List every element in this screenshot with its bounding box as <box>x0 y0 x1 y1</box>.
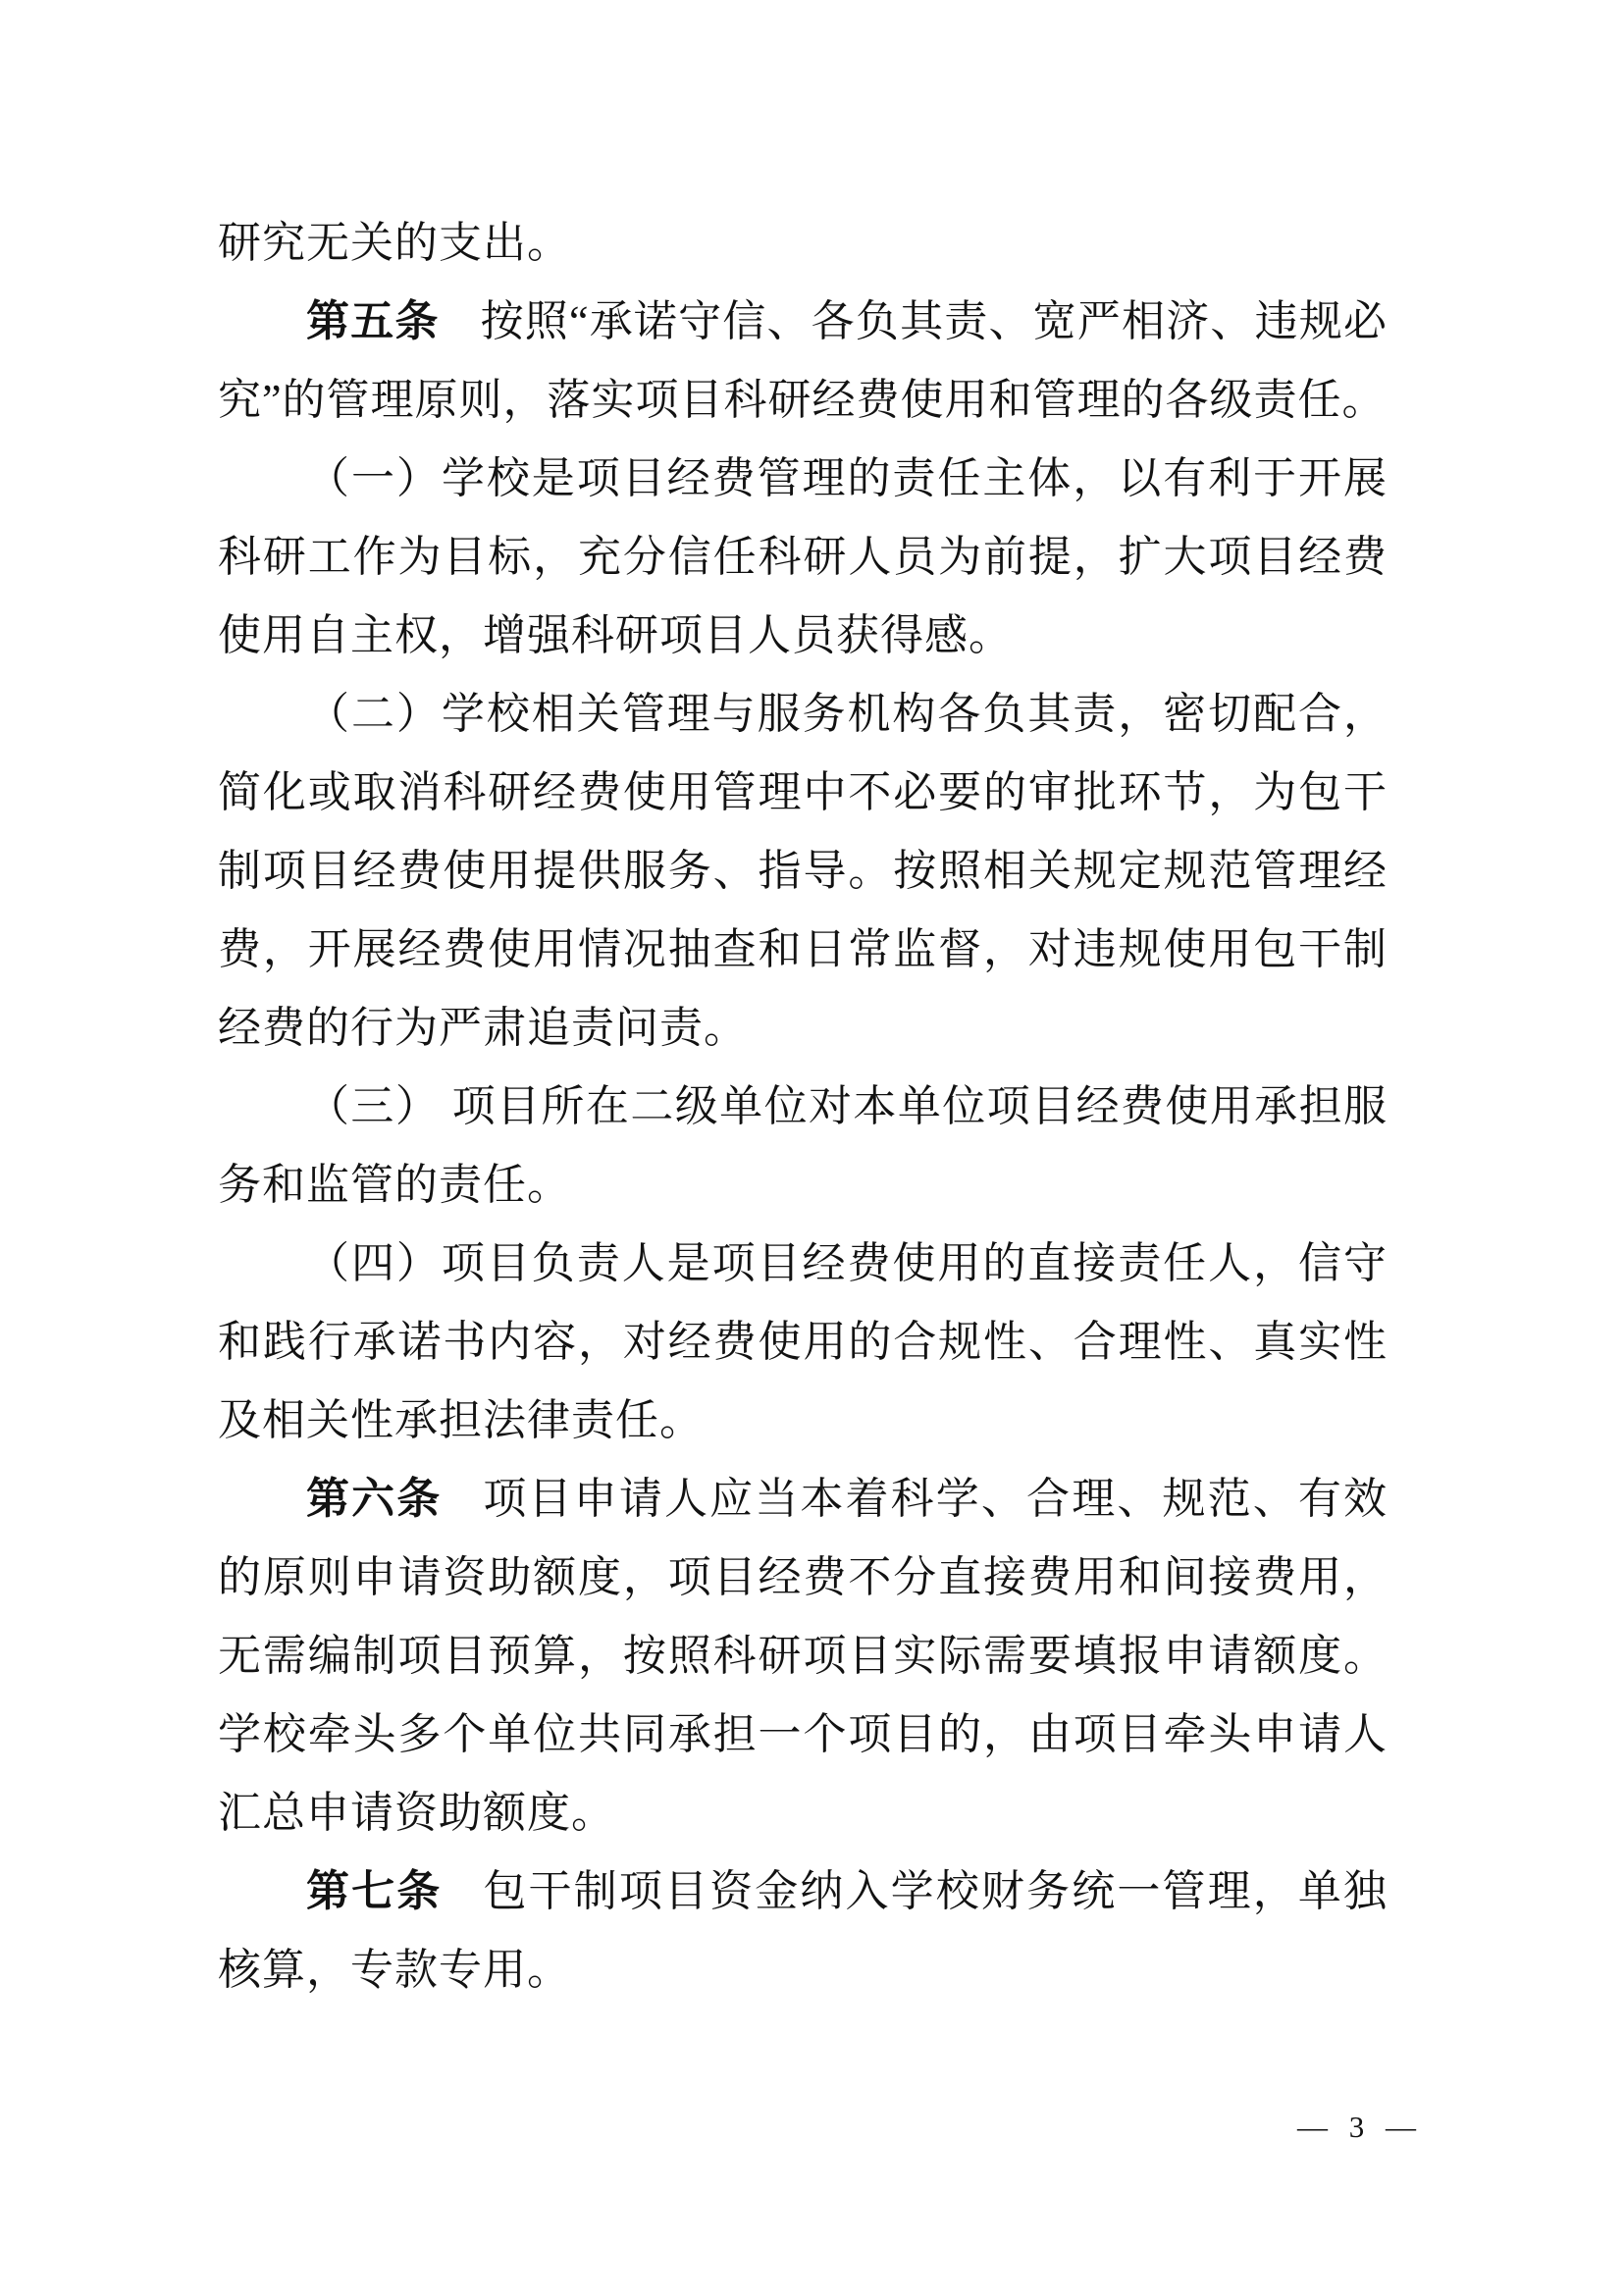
article-paragraph <box>218 1460 1388 1852</box>
paragraph-text: （一）学校是项目经费管理的责任主体，以有利于开展科研工作为目标，充分信任科研人员为前提，扩大项目经费使用自主权，增强科研项目人员获得感。 <box>218 454 1388 659</box>
paragraph-text: （三） 项目所在二级单位对本单位项目经费使用承担服务和监管的责任。 <box>218 1082 1388 1209</box>
page-number: — 3 — <box>1297 2110 1423 2144</box>
paragraph-text: （二）学校相关管理与服务机构各负其责，密切配合，简化或取消科研经费使用管理中不必要的审批环节，为包干制项目经费使用提供服务、指导。按照相关规定规范管理经费，开展经费使用情况抽查和日常监督，对违规使用包干制经费的行为严肃追责问责。 <box>218 690 1388 1052</box>
paragraph <box>218 675 1388 1068</box>
paragraph <box>218 1068 1388 1225</box>
paragraph-text: （四）项目负责人是项目经费使用的直接责任人，信守和践行承诺书内容，对经费使用的合规性、合理性、真实性及相关性承担法律责任。 <box>218 1239 1388 1444</box>
paragraph-text: 包干制项目资金纳入学校财务统一管理，单独核算，专款专用。 <box>218 1867 1388 1994</box>
paragraph-text: 研究无关的支出。 <box>218 219 571 267</box>
paragraph <box>218 1225 1388 1460</box>
article-number: 第五条 <box>306 297 440 345</box>
paragraph-text: 项目申请人应当本着科学、合理、规范、有效的原则申请资助额度，项目经费不分直接费用和间接费用，无需编制项目预算，按照科研项目实际需要填报申请额度。学校牵头多个单位共同承担一个项目的，由项目牵头申请人汇总申请资助额度。 <box>218 1475 1388 1837</box>
article-paragraph <box>218 1852 1388 2009</box>
article-paragraph <box>218 283 1388 440</box>
document-body <box>218 204 1388 2009</box>
paragraph <box>218 440 1388 675</box>
paragraph-text: 按照“承诺守信、各负其责、宽严相济、违规必究”的管理原则，落实项目科研经费使用和管理的各级责任。 <box>218 297 1388 424</box>
article-number: 第六条 <box>306 1475 443 1523</box>
paragraph <box>218 204 1388 283</box>
article-number: 第七条 <box>306 1867 443 1915</box>
